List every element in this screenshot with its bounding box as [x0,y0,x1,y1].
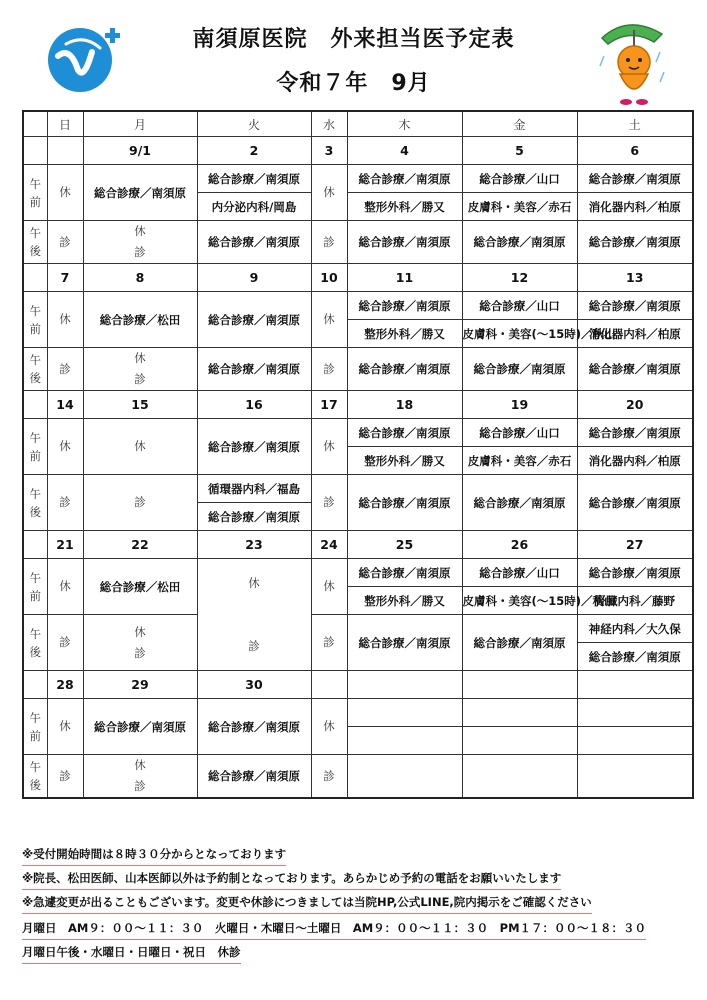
date-cell: 18 [347,391,462,419]
table-row [23,699,693,727]
fri-pm-doctor: 総合診療／南須原 [462,221,577,264]
thu-pm-doctor: 総合診療／南須原 [347,475,462,531]
weekday-fri: 金 [462,111,577,137]
date-cell: 14 [47,391,83,419]
mon-pm-closed: 休 診 [83,221,197,264]
pm-label: 午 後 [23,475,47,531]
date-cell: 27 [577,531,693,559]
mon-pm-closed: 休 診 [83,348,197,391]
wed-pm-closed: 診 [311,221,347,264]
wed-am-closed: 休 [311,165,347,221]
pm-label: 午 後 [23,221,47,264]
date-cell: 7 [47,264,83,292]
date-cell: 22 [83,531,197,559]
sun-pm-closed: 診 [47,755,83,799]
sun-am-closed: 休 [47,292,83,348]
mon-am-closed: 休 [83,419,197,475]
sat-am-doctor: 腎臓内科／藤野 [577,587,693,615]
wed-pm-closed: 診 [311,475,347,531]
date-cell: 23 [197,531,311,559]
pm-label: 午 後 [23,755,47,799]
weekday-thu: 木 [347,111,462,137]
wed-pm-closed: 診 [311,755,347,799]
pm-label: 午 後 [23,615,47,671]
fri-am-doctor: 総合診療／山口 [462,419,577,447]
wed-pm-closed: 診 [311,348,347,391]
date-cell: 15 [83,391,197,419]
thu-am-doctor: 整形外科／勝又 [347,587,462,615]
fri-pm-doctor: 総合診療／南須原 [462,475,577,531]
date-cell: 25 [347,531,462,559]
date-cell: 10 [311,264,347,292]
date-cell: 20 [577,391,693,419]
date-cell [311,671,347,699]
sat-am-doctor: 消化器内科／柏原 [577,193,693,221]
tue-pm-doctor: 循環器内科／福島 [197,475,311,503]
date-row [23,531,693,559]
note-reservation: ※院長、松田医師、山本医師以外は予約制となっております。あらかじめ予約の電話をお願いいたします [22,870,561,890]
sat-am-doctor: 総合診療／南須原 [577,292,693,320]
thu-pm-doctor: 総合診療／南須原 [347,348,462,391]
sun-am-closed: 休 [47,699,83,755]
date-row [23,137,693,165]
empty-cell [462,699,577,727]
mon-am-doctor: 総合診療／南須原 [83,165,197,221]
date-cell: 2 [197,137,311,165]
date-cell [577,671,693,699]
tue-am-doctor: 総合診療／南須原 [197,292,311,348]
mon-pm-closed: 休 診 [83,615,197,671]
sat-am-doctor: 消化器内科／柏原 [577,320,693,348]
date-row [23,264,693,292]
date-cell: 24 [311,531,347,559]
table-row [23,419,693,447]
fri-pm-doctor: 総合診療／南須原 [462,348,577,391]
mon-am-doctor: 総合診療／南須原 [83,699,197,755]
tue-closed: 休 診 [197,559,311,671]
date-cell: 29 [83,671,197,699]
date-cell: 3 [311,137,347,165]
note-hours: 月曜日 AM９：００～１１：３０ 火曜日・木曜日～土曜日 AM９：００～１１：３０ PM１７：００～１８：３０ [22,920,646,940]
tue-am-doctor: 総合診療／南須原 [197,419,311,475]
empty-cell [577,755,693,799]
sun-am-closed: 休 [47,165,83,221]
empty-cell [577,727,693,755]
table-row [23,559,693,587]
thu-am-doctor: 整形外科／勝又 [347,193,462,221]
corner-cell [23,111,47,137]
date-cell: 5 [462,137,577,165]
table-row [23,615,693,643]
thu-am-doctor: 総合診療／南須原 [347,559,462,587]
date-cell: 17 [311,391,347,419]
note-reception-time: ※受付開始時間は８時３０分からとなっております [22,846,286,866]
empty-cell [347,727,462,755]
fri-am-doctor: 皮膚科・美容(～15時)／秋山 [462,320,577,348]
date-cell: 8 [83,264,197,292]
am-label: 午 前 [23,699,47,755]
empty-cell [462,727,577,755]
sat-pm-doctor: 総合診療／南須原 [577,643,693,671]
table-row [23,165,693,193]
date-cell: 12 [462,264,577,292]
empty-cell [347,699,462,727]
date-cell: 30 [197,671,311,699]
note-closed-days: 月曜日午後・水曜日・日曜日・祝日 休診 [22,944,241,964]
sat-am-doctor: 総合診療／南須原 [577,559,693,587]
table-row [23,292,693,320]
am-label: 午 前 [23,419,47,475]
page-subtitle: 令和７年 9月 [276,71,431,96]
date-cell [47,137,83,165]
weekday-sun: 日 [47,111,83,137]
date-cell: 11 [347,264,462,292]
date-cell [462,671,577,699]
thu-am-doctor: 総合診療／南須原 [347,165,462,193]
date-cell: 19 [462,391,577,419]
sat-pm-doctor: 総合診療／南須原 [577,221,693,264]
fri-am-doctor: 皮膚科・美容(～15時)／秋山 [462,587,577,615]
tue-pm-doctor: 総合診療／南須原 [197,755,311,799]
sun-am-closed: 休 [47,559,83,615]
weekday-wed: 水 [311,111,347,137]
date-cell: 9 [197,264,311,292]
weekday-sat: 土 [577,111,693,137]
corner-cell [23,671,47,699]
date-cell: 21 [47,531,83,559]
wed-pm-closed: 診 [311,615,347,671]
sun-pm-closed: 診 [47,221,83,264]
fri-am-doctor: 総合診療／山口 [462,292,577,320]
sun-pm-closed: 診 [47,615,83,671]
note-changes: ※急遽変更が出ることもございます。変更や休診につきましては当院HP,公式LINE,院内掲示をご確認ください [22,894,592,914]
date-cell: 26 [462,531,577,559]
am-label: 午 前 [23,165,47,221]
thu-am-doctor: 整形外科／勝又 [347,320,462,348]
mon-am-doctor: 総合診療／松田 [83,292,197,348]
wed-am-closed: 休 [311,292,347,348]
sat-am-doctor: 消化器内科／柏原 [577,447,693,475]
date-cell: 4 [347,137,462,165]
tue-pm-doctor: 総合診療／南須原 [197,348,311,391]
corner-cell [23,137,47,165]
mon-pm-closed: 診 [83,475,197,531]
am-label: 午 前 [23,559,47,615]
tue-am-doctor: 総合診療／南須原 [197,165,311,193]
empty-cell [577,699,693,727]
fri-am-doctor: 皮膚科・美容／赤石 [462,447,577,475]
fri-am-doctor: 総合診療／山口 [462,165,577,193]
tue-am-doctor: 内分泌内科/岡島 [197,193,311,221]
sun-am-closed: 休 [47,419,83,475]
wed-am-closed: 休 [311,559,347,615]
wed-am-closed: 休 [311,699,347,755]
am-label: 午 前 [23,292,47,348]
date-cell [347,671,462,699]
fri-pm-doctor: 総合診療／南須原 [462,615,577,671]
sat-am-doctor: 総合診療／南須原 [577,165,693,193]
fri-am-doctor: 総合診療／山口 [462,559,577,587]
schedule-table [22,110,694,799]
mon-am-doctor: 総合診療／松田 [83,559,197,615]
thu-pm-doctor: 総合診療／南須原 [347,221,462,264]
sat-pm-doctor: 神経内科／大久保 [577,615,693,643]
date-cell: 6 [577,137,693,165]
wed-am-closed: 休 [311,419,347,475]
sun-pm-closed: 診 [47,348,83,391]
weekday-header-row [23,111,693,137]
date-row [23,671,693,699]
page-title: 南須原医院 外来担当医予定表 [192,27,515,52]
date-row [23,391,693,419]
thu-am-doctor: 総合診療／南須原 [347,419,462,447]
tue-pm-doctor: 総合診療／南須原 [197,503,311,531]
fri-am-doctor: 皮膚科・美容／赤石 [462,193,577,221]
sat-am-doctor: 総合診療／南須原 [577,419,693,447]
tue-pm-doctor: 総合診療／南須原 [197,221,311,264]
corner-cell [23,391,47,419]
corner-cell [23,264,47,292]
thu-am-doctor: 総合診療／南須原 [347,292,462,320]
date-cell: 9/1 [83,137,197,165]
thu-am-doctor: 整形外科／勝又 [347,447,462,475]
mon-pm-closed: 休 診 [83,755,197,799]
tue-am-doctor: 総合診療／南須原 [197,699,311,755]
pm-label: 午 後 [23,348,47,391]
empty-cell [347,755,462,799]
date-cell: 16 [197,391,311,419]
corner-cell [23,531,47,559]
weekday-mon: 月 [83,111,197,137]
table-row [23,475,693,503]
sat-pm-doctor: 総合診療／南須原 [577,475,693,531]
date-cell: 13 [577,264,693,292]
sat-pm-doctor: 総合診療／南須原 [577,348,693,391]
empty-cell [462,755,577,799]
weekday-tue: 火 [197,111,311,137]
date-cell: 28 [47,671,83,699]
sun-pm-closed: 診 [47,475,83,531]
thu-pm-doctor: 総合診療／南須原 [347,615,462,671]
